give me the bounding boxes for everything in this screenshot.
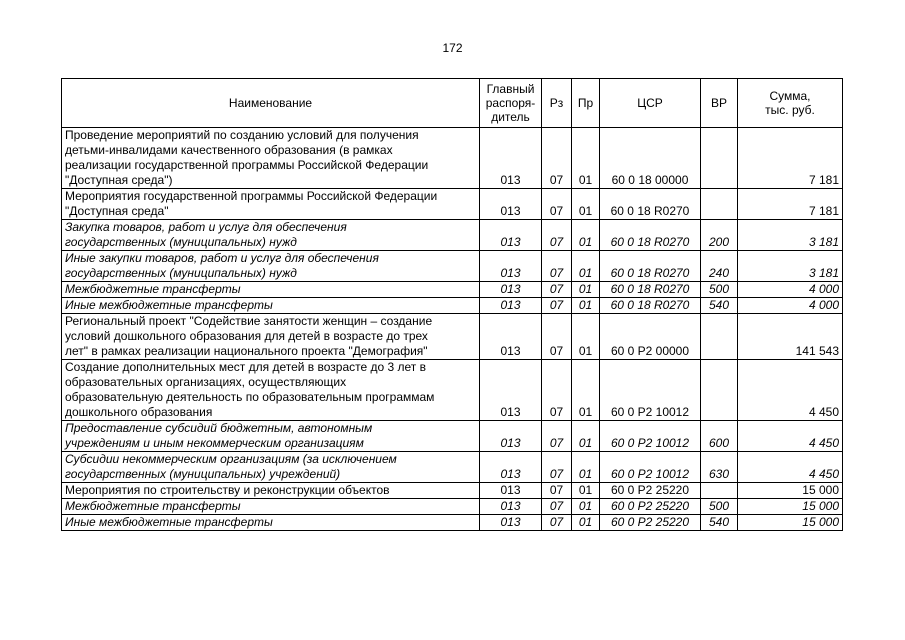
row-csr: 60 0 18 00000	[600, 128, 701, 189]
row-vr: 500	[701, 499, 738, 515]
row-name: Мероприятия государственной программы Российской Федерации "Доступная среда"	[62, 189, 480, 220]
row-name: Создание дополнительных мест для детей в возрасте до 3 лет в образовательных организациях, осуществляющих образовательную деятельность по образовательным программам дошкольного образования	[62, 360, 480, 421]
row-vr	[701, 189, 738, 220]
table-row	[62, 314, 843, 360]
header-sum: Сумма, тыс. руб.	[738, 79, 843, 128]
row-pr: 01	[572, 421, 600, 452]
row-name: Предоставление субсидий бюджетным, автономным учреждениям и иным некоммерческим организациям	[62, 421, 480, 452]
row-rz: 07	[542, 452, 572, 483]
budget-table	[61, 78, 843, 531]
row-sum: 4 450	[738, 421, 843, 452]
row-pr: 01	[572, 189, 600, 220]
row-vr	[701, 483, 738, 499]
row-vr: 540	[701, 298, 738, 314]
row-pr: 01	[572, 128, 600, 189]
header-name: Наименование	[62, 79, 480, 128]
row-name: Проведение мероприятий по созданию условий для получения детьми-инвалидами качественного образования (в рамках реализации государственной программы Российской Федерации "Доступная среда")	[62, 128, 480, 189]
table-row	[62, 360, 843, 421]
row-vr: 600	[701, 421, 738, 452]
row-vr	[701, 360, 738, 421]
row-sum: 3 181	[738, 251, 843, 282]
row-vr: 540	[701, 515, 738, 531]
row-name: Субсидии некоммерческим организациям (за исключением государственных (муниципальных) учреждений)	[62, 452, 480, 483]
row-csr: 60 0 18 R0270	[600, 189, 701, 220]
table-row	[62, 298, 843, 314]
row-pr: 01	[572, 251, 600, 282]
row-rz: 07	[542, 282, 572, 298]
row-vr: 500	[701, 282, 738, 298]
row-name: Межбюджетные трансферты	[62, 282, 480, 298]
row-rz: 07	[542, 220, 572, 251]
table-row	[62, 282, 843, 298]
row-pr: 01	[572, 314, 600, 360]
row-rz: 07	[542, 314, 572, 360]
row-pr: 01	[572, 298, 600, 314]
table-row	[62, 128, 843, 189]
table-row	[62, 251, 843, 282]
row-admin: 013	[480, 298, 542, 314]
row-name: Иные межбюджетные трансферты	[62, 515, 480, 531]
row-csr: 60 0 P2 25220	[600, 515, 701, 531]
table-row	[62, 483, 843, 499]
row-vr: 240	[701, 251, 738, 282]
table-row	[62, 452, 843, 483]
table-row	[62, 499, 843, 515]
row-vr: 200	[701, 220, 738, 251]
row-admin: 013	[480, 499, 542, 515]
row-admin: 013	[480, 452, 542, 483]
row-rz: 07	[542, 189, 572, 220]
row-pr: 01	[572, 282, 600, 298]
row-csr: 60 0 18 R0270	[600, 282, 701, 298]
row-admin: 013	[480, 189, 542, 220]
row-pr: 01	[572, 515, 600, 531]
row-admin: 013	[480, 220, 542, 251]
row-sum: 15 000	[738, 515, 843, 531]
row-sum: 141 543	[738, 314, 843, 360]
row-pr: 01	[572, 499, 600, 515]
row-sum: 7 181	[738, 189, 843, 220]
row-vr	[701, 128, 738, 189]
row-pr: 01	[572, 220, 600, 251]
row-csr: 60 0 18 R0270	[600, 298, 701, 314]
row-pr: 01	[572, 360, 600, 421]
table-row	[62, 421, 843, 452]
row-name: Иные закупки товаров, работ и услуг для обеспечения государственных (муниципальных) нужд	[62, 251, 480, 282]
row-sum: 15 000	[738, 483, 843, 499]
row-rz: 07	[542, 298, 572, 314]
row-name: Мероприятия по строительству и реконструкции объектов	[62, 483, 480, 499]
row-admin: 013	[480, 282, 542, 298]
row-name: Региональный проект "Содействие занятости женщин – создание условий дошкольного образования для детей в возрасте до трех лет" в рамках реализации национального проекта "Демография"	[62, 314, 480, 360]
row-admin: 013	[480, 421, 542, 452]
row-sum: 4 450	[738, 360, 843, 421]
row-rz: 07	[542, 483, 572, 499]
row-admin: 013	[480, 251, 542, 282]
header-admin: Главный распоря- дитель	[480, 79, 542, 128]
table-row	[62, 189, 843, 220]
row-csr: 60 0 P2 10012	[600, 421, 701, 452]
row-csr: 60 0 P2 10012	[600, 360, 701, 421]
row-csr: 60 0 P2 25220	[600, 483, 701, 499]
row-csr: 60 0 P2 25220	[600, 499, 701, 515]
table-row	[62, 515, 843, 531]
row-rz: 07	[542, 499, 572, 515]
row-rz: 07	[542, 128, 572, 189]
row-admin: 013	[480, 515, 542, 531]
row-admin: 013	[480, 483, 542, 499]
row-admin: 013	[480, 360, 542, 421]
row-sum: 3 181	[738, 220, 843, 251]
header-vr: ВР	[701, 79, 738, 128]
row-name: Межбюджетные трансферты	[62, 499, 480, 515]
row-pr: 01	[572, 452, 600, 483]
row-rz: 07	[542, 421, 572, 452]
header-pr: Пр	[572, 79, 600, 128]
row-rz: 07	[542, 360, 572, 421]
row-sum: 7 181	[738, 128, 843, 189]
row-rz: 07	[542, 251, 572, 282]
table-row	[62, 220, 843, 251]
row-name: Закупка товаров, работ и услуг для обеспечения государственных (муниципальных) нужд	[62, 220, 480, 251]
header-csr: ЦСР	[600, 79, 701, 128]
row-sum: 4 450	[738, 452, 843, 483]
row-sum: 15 000	[738, 499, 843, 515]
row-rz: 07	[542, 515, 572, 531]
row-vr: 630	[701, 452, 738, 483]
row-name: Иные межбюджетные трансферты	[62, 298, 480, 314]
row-sum: 4 000	[738, 282, 843, 298]
header-rz: Рз	[542, 79, 572, 128]
row-csr: 60 0 P2 10012	[600, 452, 701, 483]
header-row	[62, 79, 843, 128]
page-number: 172	[442, 41, 463, 55]
row-csr: 60 0 18 R0270	[600, 251, 701, 282]
row-csr: 60 0 P2 00000	[600, 314, 701, 360]
row-admin: 013	[480, 314, 542, 360]
row-csr: 60 0 18 R0270	[600, 220, 701, 251]
row-sum: 4 000	[738, 298, 843, 314]
row-vr	[701, 314, 738, 360]
row-admin: 013	[480, 128, 542, 189]
row-pr: 01	[572, 483, 600, 499]
